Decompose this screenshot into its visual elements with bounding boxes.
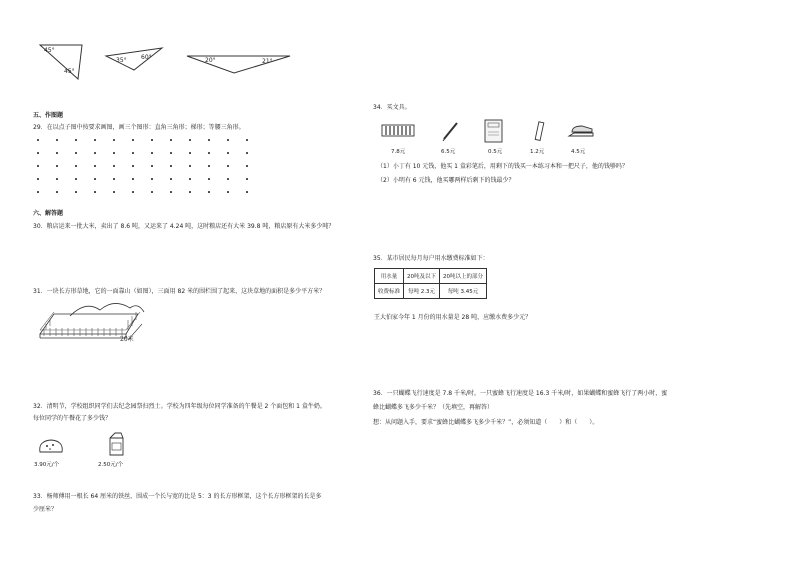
question-33-line2: 少厘米？ bbox=[33, 506, 58, 513]
grid-dot bbox=[151, 178, 153, 180]
question-36-line1: 36．一只蝴蝶飞行速度是 7.8 千米/时，一只蜜蜂飞行速度是 16.3 千米/时，如果蝴蝶和蜜蜂飞行了两小时，蜜 bbox=[373, 390, 668, 397]
grid-dot bbox=[37, 191, 39, 193]
grid-dot bbox=[56, 165, 58, 167]
grid-dot bbox=[37, 139, 39, 141]
grid-dot bbox=[189, 152, 191, 154]
grid-dot bbox=[94, 152, 96, 154]
grid-dot bbox=[94, 191, 96, 193]
milk-carton-icon bbox=[106, 431, 126, 457]
grid-dot bbox=[246, 191, 248, 193]
grid-dot bbox=[113, 152, 115, 154]
table-cell: 每吨 3.45元 bbox=[440, 284, 487, 299]
question-33-line1: 33．杨师傅用一根长 64 厘米的铁丝，围成一个长与宽的比是 5：3 的长方形框架，这个长方形框架的长是多 bbox=[33, 493, 322, 500]
grid-dot bbox=[75, 165, 77, 167]
ruler-icon bbox=[533, 120, 547, 142]
grid-dot bbox=[246, 178, 248, 180]
exercise-book-icon bbox=[483, 118, 505, 144]
grid-dot bbox=[75, 139, 77, 141]
grid-dot bbox=[151, 191, 153, 193]
section-5-title: 五、作图题 bbox=[33, 112, 64, 119]
table-cell: 用水量 bbox=[375, 269, 404, 284]
question-36-line3: 想：从问题入手，要求“蜜蜂比蝴蝶多飞多少千米？”，必须知道（ ）和（ ）。 bbox=[373, 419, 599, 426]
price-color-pens: 7.8元 bbox=[391, 149, 406, 155]
stapler-icon bbox=[566, 123, 596, 139]
grid-dot bbox=[151, 152, 153, 154]
question-30: 30．粮店运来一批大米，卖出了 8.6 吨，又运来了 4.24 吨，这时粮店还有大米 39.8 吨，粮店原有大米多少吨？ bbox=[33, 223, 335, 230]
question-34-title: 34．买文具。 bbox=[373, 104, 411, 111]
milk-price: 2.50元/个 bbox=[98, 462, 124, 468]
triangle-figure-3 bbox=[186, 52, 292, 76]
triangle-figure-2 bbox=[104, 46, 168, 72]
field-width-label: 20米 bbox=[120, 336, 134, 343]
table-cell: 20吨以上的部分 bbox=[440, 269, 487, 284]
grid-dot bbox=[208, 178, 210, 180]
grid-dot bbox=[208, 139, 210, 141]
grid-dot bbox=[170, 191, 172, 193]
grid-dot bbox=[56, 152, 58, 154]
grid-dot bbox=[208, 165, 210, 167]
section-6-title: 六、解答题 bbox=[33, 210, 64, 217]
grid-dot bbox=[37, 152, 39, 154]
pen-icon bbox=[440, 120, 460, 142]
question-34-sub1: （1）小丁有 10 元钱，他买 1 盒彩笔后，用剩下的钱买一本练习本和一把尺子，他的钱够吗？ bbox=[377, 163, 628, 170]
grid-dot bbox=[170, 152, 172, 154]
grid-dot bbox=[56, 191, 58, 193]
water-fee-table bbox=[374, 268, 487, 299]
grid-dot bbox=[113, 139, 115, 141]
grid-dot bbox=[208, 191, 210, 193]
question-32-line1: 32．清明节，学校组织同学们去纪念园祭扫烈士。学校为四年级每位同学准备的午餐是 2 个面包和 1 盒牛奶。 bbox=[33, 403, 326, 410]
grid-dot bbox=[75, 178, 77, 180]
grid-dot bbox=[227, 152, 229, 154]
grid-dot bbox=[227, 178, 229, 180]
question-34-sub2: （2）小明有 6 元钱，他买哪两样后剩下的钱最少？ bbox=[377, 177, 515, 184]
grid-dot bbox=[151, 165, 153, 167]
grid-dot bbox=[94, 165, 96, 167]
grid-dot bbox=[132, 152, 134, 154]
grid-dot bbox=[189, 139, 191, 141]
triangle-2-angle-right: 60° bbox=[141, 54, 152, 61]
grid-dot bbox=[170, 139, 172, 141]
dot-grid bbox=[37, 139, 255, 201]
grid-dot bbox=[132, 165, 134, 167]
grid-dot bbox=[75, 191, 77, 193]
table-cell: 20吨及以下 bbox=[404, 269, 440, 284]
grid-dot bbox=[170, 178, 172, 180]
grid-dot bbox=[246, 165, 248, 167]
grid-dot bbox=[189, 191, 191, 193]
question-36-line2: 蜂比蝴蝶多飞多少千米？（先填空，再解答） bbox=[373, 404, 494, 411]
grid-dot bbox=[189, 178, 191, 180]
grid-dot bbox=[37, 178, 39, 180]
grid-dot bbox=[246, 152, 248, 154]
price-ruler: 1.2元 bbox=[530, 149, 545, 155]
triangle-figure-1 bbox=[30, 42, 88, 82]
grid-dot bbox=[94, 178, 96, 180]
triangle-1-angle-bottom: 45° bbox=[64, 68, 75, 75]
grid-dot bbox=[113, 165, 115, 167]
bread-icon bbox=[37, 437, 65, 455]
triangle-2-angle-left: 35° bbox=[116, 57, 127, 64]
grid-dot bbox=[113, 178, 115, 180]
table-row bbox=[375, 269, 487, 284]
price-pen: 6.5元 bbox=[441, 149, 456, 155]
triangle-1-angle-top: 45° bbox=[44, 47, 55, 54]
table-cell: 收费标准 bbox=[375, 284, 404, 299]
triangle-3-angle-left: 20° bbox=[205, 57, 216, 64]
color-pens-box-icon bbox=[380, 122, 416, 140]
price-exercise-book: 0.5元 bbox=[488, 149, 503, 155]
question-35-after: 王大伯家今年 1 月份的用水量是 28 吨，应缴水费多少元？ bbox=[374, 314, 532, 321]
grid-dot bbox=[227, 191, 229, 193]
grid-dot bbox=[170, 165, 172, 167]
question-29: 29．在以点子图中按要求画图，画三个图形：直角三角形；梯形；等腰三角形。 bbox=[33, 124, 245, 131]
price-stapler: 4.5元 bbox=[571, 149, 586, 155]
grid-dot bbox=[56, 178, 58, 180]
bread-price: 3.90元/个 bbox=[34, 462, 60, 468]
grid-dot bbox=[75, 152, 77, 154]
grid-dot bbox=[132, 178, 134, 180]
table-row bbox=[375, 284, 487, 299]
grid-dot bbox=[189, 165, 191, 167]
grid-dot bbox=[37, 165, 39, 167]
grid-dot bbox=[56, 139, 58, 141]
grid-dot bbox=[132, 139, 134, 141]
grid-dot bbox=[208, 152, 210, 154]
grid-dot bbox=[227, 165, 229, 167]
grid-dot bbox=[151, 139, 153, 141]
table-cell: 每吨 2.3元 bbox=[404, 284, 440, 299]
question-31: 31．一块长方形草地，它的一面靠山（如图），三面用 82 米的围栏围了起来，这块草地的面积是多少平方米？ bbox=[33, 288, 326, 295]
question-32-line2: 每位同学的午餐花了多少钱？ bbox=[33, 415, 112, 422]
grid-dot bbox=[227, 139, 229, 141]
triangle-3-angle-right: 21° bbox=[262, 58, 273, 65]
question-35-title: 35．某市居民每月每户用水缴费标准如下： bbox=[373, 255, 489, 262]
grid-dot bbox=[113, 191, 115, 193]
grid-dot bbox=[94, 139, 96, 141]
grid-dot bbox=[132, 191, 134, 193]
grid-dot bbox=[246, 139, 248, 141]
